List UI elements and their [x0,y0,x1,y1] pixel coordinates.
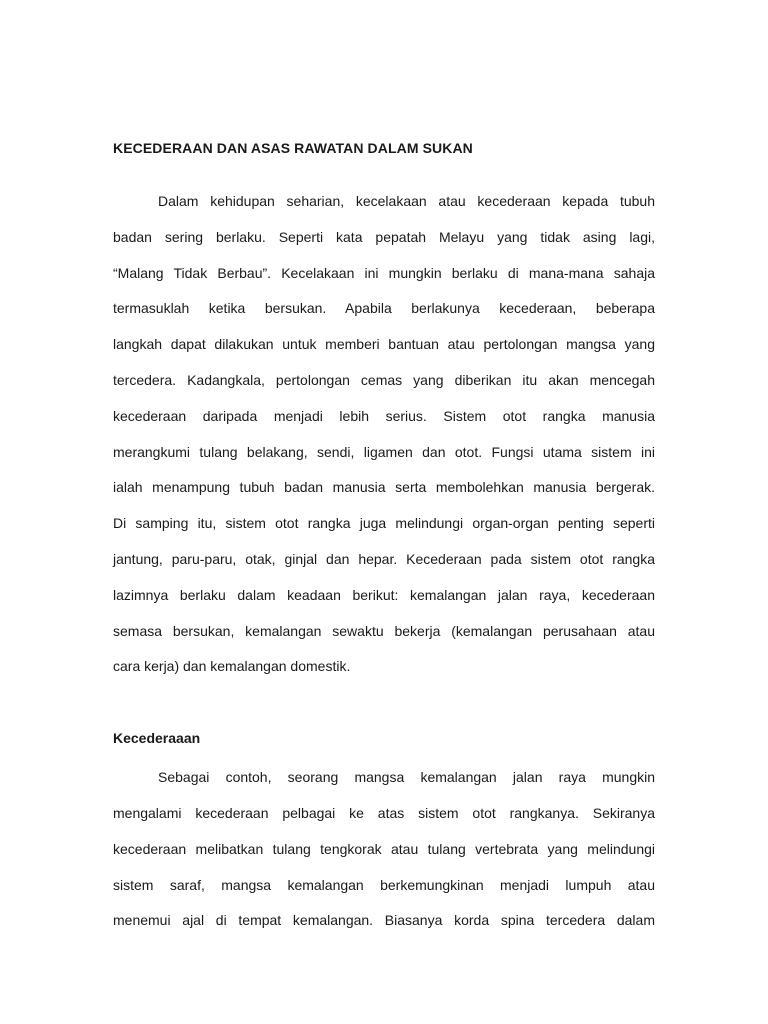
paragraph-line: merangkumi tulang belakang, sendi, ligamen dan otot. Fungsi utama sistem ini [113,443,655,460]
paragraph-line: kecederaan daripada menjadi lebih serius. Sistem otot rangka manusia [113,407,655,424]
paragraph-line: Sebagai contoh, seorang mangsa kemalangan jalan raya mungkin [158,769,655,786]
section-heading: Kecederaaan [113,730,201,747]
paragraph-kecederaan [113,760,655,939]
paragraph-line: Dalam kehidupan seharian, kecelakaan atau kecederaan kepada tubuh [158,193,655,209]
paragraph-line: “Malang Tidak Berbau”. Kecelakaan ini mungkin berlaku di mana-mana sahaja [113,264,655,281]
paragraph-line: cara kerja) dan kemalangan domestik. [113,658,351,675]
document-page [113,134,655,939]
paragraph-line: Di samping itu, sistem otot rangka juga melindungi organ-organ penting seperti [113,515,655,532]
paragraph-line: badan sering berlaku. Seperti kata pepatah Melayu yang tidak asing lagi, [113,228,655,245]
paragraph-line: ialah menampung tubuh badan manusia serta membolehkan manusia bergerak. [113,479,655,496]
paragraph-line: kecederaan melibatkan tulang tengkorak atau tulang vertebrata yang melindungi [113,840,655,857]
paragraph-line: semasa bersukan, kemalangan sewaktu bekerja (kemalangan perusahaan atau [113,622,655,639]
document-title: KECEDERAAN DAN ASAS RAWATAN DALAM SUKAN [113,140,473,156]
section-gap [113,685,655,724]
paragraph-line: sistem saraf, mangsa kemalangan berkemungkinan menjadi lumpuh atau [113,876,655,893]
paragraph-intro [113,184,655,685]
paragraph-line: jantung, paru-paru, otak, ginjal dan hepar. Kecederaan pada sistem otot rangka [113,550,655,567]
paragraph-line: mengalami kecederaan pelbagai ke atas sistem otot rangkanya. Sekiranya [113,804,655,821]
paragraph-line: langkah dapat dilakukan untuk memberi bantuan atau pertolongan mangsa yang [113,336,655,353]
paragraph-line: lazimnya berlaku dalam keadaan berikut: kemalangan jalan raya, kecederaan [113,586,655,603]
paragraph-line: termasuklah ketika bersukan. Apabila berlakunya kecederaan, beberapa [113,300,655,317]
paragraph-line: menemui ajal di tempat kemalangan. Biasanya korda spina tercedera dalam [113,912,655,929]
paragraph-line: tercedera. Kadangkala, pertolongan cemas yang diberikan itu akan mencegah [113,371,655,388]
